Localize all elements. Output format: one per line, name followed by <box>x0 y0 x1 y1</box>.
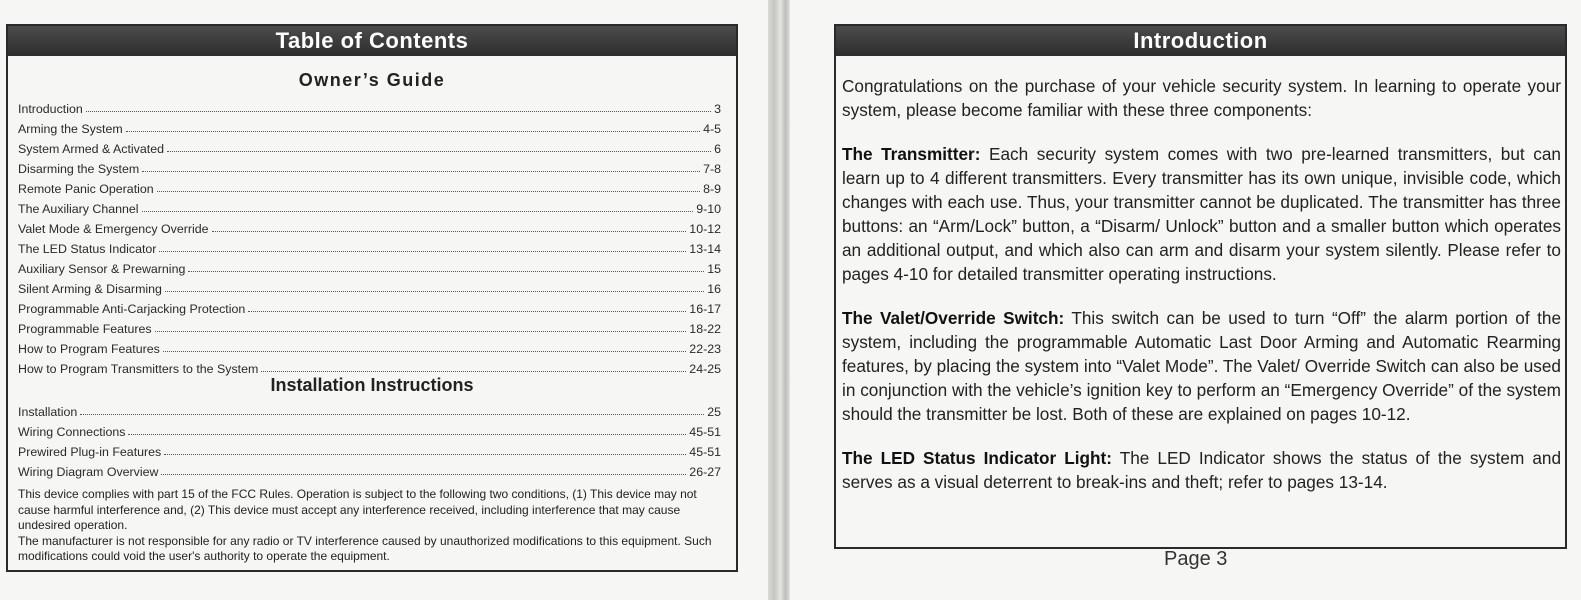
dot-leader <box>142 211 694 212</box>
dot-leader <box>165 291 704 292</box>
toc-entry-label: Arming the System <box>18 122 123 136</box>
toc-entry-page: 22-23 <box>689 342 721 356</box>
valet-paragraph <box>842 306 1561 426</box>
intro-paragraph: Congratulations on the purchase of your vehicle security system. In learning to operate your system, please become familiar with these three components: <box>842 76 1561 120</box>
dot-leader <box>261 371 686 372</box>
toc-entry <box>18 276 721 296</box>
toc-entry-label: The LED Status Indicator <box>18 242 157 256</box>
toc-entry-label: Programmable Features <box>18 322 152 336</box>
valet-heading: The Valet/Override Switch: <box>842 308 1065 328</box>
dot-leader <box>161 474 686 475</box>
toc-entry <box>18 336 721 356</box>
left-page <box>0 0 768 600</box>
fcc-notice <box>18 487 722 565</box>
toc-entry <box>18 216 721 236</box>
dot-leader <box>167 151 711 152</box>
toc-entry-label: Installation <box>18 405 78 419</box>
toc-entry-label: Valet Mode & Emergency Override <box>18 222 209 236</box>
toc-entry-page: 6 <box>714 142 721 156</box>
toc-entry <box>18 356 721 376</box>
toc-entry <box>18 296 721 316</box>
dot-leader <box>155 331 687 332</box>
toc-entry-label: Introduction <box>18 102 83 116</box>
toc-entry <box>18 236 721 256</box>
toc-entry-label: How to Program Transmitters to the System <box>18 362 259 376</box>
toc-entry-page: 7-8 <box>703 162 721 176</box>
introduction-box <box>834 24 1567 549</box>
page-number: Page 3 <box>1164 548 1228 570</box>
transmitter-paragraph <box>842 142 1561 286</box>
owners-guide-list <box>18 96 721 376</box>
owners-guide-heading: Owner’s Guide <box>298 70 446 90</box>
dot-leader <box>142 171 700 172</box>
valet-text: This switch can be used to turn “Off” the alarm portion of the system, including the programmable Automatic Last Door Arming and Automatic Rearming features, by placing the system into “Valet Mode”. The Valet/ Override Switch can also be used in conjunction with the vehicle’s ignition key to perform an “Emergency Override” of the system should the transmitter be lost. Both of these are explained on pages 10-12. <box>842 308 1561 424</box>
dot-leader <box>80 414 704 415</box>
dot-leader <box>164 454 686 455</box>
toc-entry-page: 18-22 <box>689 322 721 336</box>
toc-entry-page: 25 <box>707 405 721 419</box>
dot-leader <box>157 191 700 192</box>
toc-entry <box>18 96 721 116</box>
toc-entry <box>18 439 721 459</box>
led-text: The LED Indicator shows the status of the system and serves as a visual deterrent to break-ins and theft; refer to pages 13-14. <box>842 448 1562 492</box>
toc-entry <box>18 196 721 216</box>
intro-title: Introduction <box>836 26 1565 56</box>
toc-entry-label: Disarming the System <box>18 162 140 176</box>
toc-entry-label: Auxiliary Sensor & Prewarning <box>18 262 186 276</box>
dot-leader <box>163 351 686 352</box>
toc-entry <box>18 116 721 136</box>
dot-leader <box>248 311 686 312</box>
toc-entry-label: Remote Panic Operation <box>18 182 154 196</box>
dot-leader <box>86 111 711 112</box>
toc-entry <box>18 419 721 439</box>
toc-title: Table of Contents <box>8 26 736 56</box>
fcc-paragraph: This device complies with part 15 of the FCC Rules. Operation is subject to the following two conditions, (1) This device may not cause harmful interference and, (2) This device must accept any interference received, including interference that may cause undesired operation. <box>18 487 697 533</box>
toc-entry-label: Wiring Diagram Overview <box>18 465 159 479</box>
toc-entry-page: 9-10 <box>696 202 721 216</box>
toc-entry-page: 45-51 <box>689 445 721 459</box>
toc-entry <box>18 399 721 419</box>
dot-leader <box>212 231 687 232</box>
dot-leader <box>159 251 686 252</box>
toc-entry <box>18 256 721 276</box>
toc-entry-label: How to Program Features <box>18 342 160 356</box>
toc-entry <box>18 176 721 196</box>
toc-entry-page: 3 <box>714 102 721 116</box>
toc-entry <box>18 459 721 479</box>
fcc-paragraph: The manufacturer is not responsible for any radio or TV interference caused by unauthorized modifications to this equipment. Such modifications could void the user's authority to operate the equipment. <box>18 533 712 564</box>
toc-entry-page: 16 <box>707 282 721 296</box>
led-paragraph <box>842 446 1561 494</box>
led-heading: The LED Status Indicator Light: <box>842 448 1112 468</box>
dot-leader <box>126 131 700 132</box>
toc-entry-label: System Armed & Activated <box>18 142 164 156</box>
toc-entry-page: 45-51 <box>689 425 721 439</box>
toc-entry-label: Wiring Connections <box>18 425 126 439</box>
dot-leader <box>188 271 704 272</box>
toc-entry-label: Silent Arming & Disarming <box>18 282 162 296</box>
toc-entry-page: 10-12 <box>689 222 721 236</box>
toc-entry-page: 24-25 <box>689 362 721 376</box>
toc-entry-label: Prewired Plug-in Features <box>18 445 162 459</box>
toc-entry-label: Programmable Anti-Carjacking Protection <box>18 302 246 316</box>
toc-entry-label: The Auxiliary Channel <box>18 202 139 216</box>
toc-entry-page: 15 <box>707 262 721 276</box>
book-spine <box>768 0 790 600</box>
toc-entry <box>18 316 721 336</box>
dot-leader <box>128 434 686 435</box>
table-of-contents-box <box>6 24 738 572</box>
installation-heading: Installation Instructions <box>270 375 474 395</box>
toc-entry-page: 26-27 <box>689 465 721 479</box>
transmitter-heading: The Transmitter: <box>842 144 981 164</box>
toc-entry-page: 8-9 <box>703 182 721 196</box>
intro-body <box>842 74 1561 514</box>
transmitter-text: Each security system comes with two pre-learned transmitters, but can learn up to 4 different transmitters. Every transmitter has its own unique, invisible code, which changes with each use. Thus, your transmitter cannot be duplicated. The transmitter has three buttons: an “Arm/Lock” button, a “Disarm/ Unlock” button and a smaller button which operates an additional output, and which also can arm and disarm your system silently. Please refer to pages 4-10 for detailed transmitter operating instructions. <box>842 144 1561 284</box>
right-page <box>790 0 1581 600</box>
toc-entry <box>18 136 721 156</box>
toc-entry <box>18 156 721 176</box>
toc-entry-page: 13-14 <box>689 242 721 256</box>
toc-entry-page: 4-5 <box>703 122 721 136</box>
toc-entry-page: 16-17 <box>689 302 721 316</box>
installation-list <box>18 399 721 479</box>
